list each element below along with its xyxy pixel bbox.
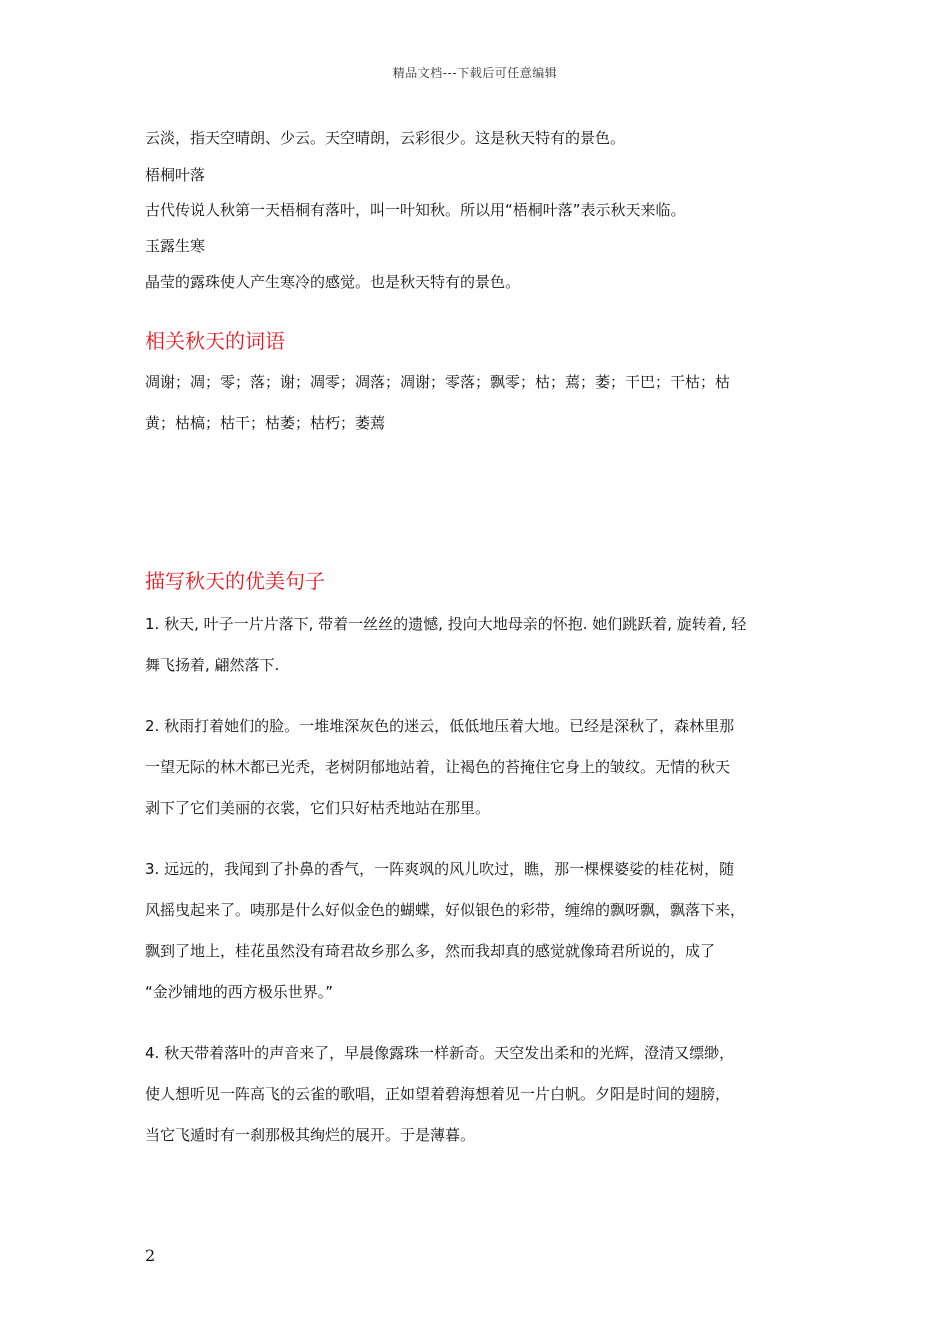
sentence-line: 风摇曳起来了。咦那是什么好似金色的蝴蝶，好似银色的彩带，缠绵的飘呀飘，飘落下来，	[145, 901, 746, 919]
word-list-line: 黄；枯槁；枯干；枯萎；枯朽；萎蔫	[145, 414, 386, 432]
sentence-line: 3. 远远的，我闻到了扑鼻的香气，一阵爽飒的风儿吹过，瞧，那一棵棵婆娑的桂花树，随	[145, 860, 735, 878]
page-number: 2	[145, 1246, 156, 1265]
paragraph-line: 云淡，指天空晴朗、少云。天空晴朗，云彩很少。这是秋天特有的景色。	[145, 129, 626, 147]
term-heading: 梧桐叶落	[145, 166, 206, 184]
sentence-line: 2. 秋雨打着她们的脸。一堆堆深灰色的迷云，低低地压着大地。已经是深秋了，森林里那	[145, 717, 735, 735]
paragraph-line: 晶莹的露珠使人产生寒冷的感觉。也是秋天特有的景色。	[145, 273, 521, 291]
sentence-line: 4. 秋天带着落叶的声音来了，早晨像露珠一样新奇。天空发出柔和的光辉，澄清又缥缈，	[145, 1044, 735, 1062]
sentence-line: 一望无际的林木都已光秃，老树阴郁地站着，让褐色的苔掩住它身上的皱纹。无情的秋天	[145, 758, 731, 776]
sentence-line: 当它飞遁时有一刹那极其绚烂的展开。于是薄暮。	[145, 1126, 476, 1144]
sentence-line: 飘到了地上，桂花虽然没有琦君故乡那么多，然而我却真的感觉就像琦君所说的，成了	[145, 942, 716, 960]
section-heading-sentences: 描写秋天的优美句子	[145, 569, 325, 593]
paragraph-line: 古代传说人秋第一天梧桐有落叶，叫一叶知秋。所以用“梧桐叶落”表示秋天来临。	[145, 201, 686, 219]
sentence-line: 使人想听见一阵高飞的云雀的歌唱，正如望着碧海想着见一片白帆。夕阳是时间的翅膀，	[145, 1085, 731, 1103]
sentence-line: 舞飞扬着, 翩然落下.	[145, 656, 280, 674]
word-list-line: 凋谢；凋；零；落；谢；凋零；凋落；凋谢；零落；飘零；枯；蔫；萎；干巴；干枯；枯	[145, 373, 731, 391]
sentence-line: 剥下了它们美丽的衣裳，它们只好枯秃地站在那里。	[145, 799, 491, 817]
sentence-line: “金沙铺地的西方极乐世界。”	[145, 983, 334, 1001]
page-header: 精品文档---下载后可任意编辑	[392, 66, 558, 80]
term-heading: 玉露生寒	[145, 237, 206, 255]
section-heading-words: 相关秋天的词语	[145, 329, 285, 353]
sentence-line: 1. 秋天, 叶子一片片落下, 带着一丝丝的遗憾, 投向大地母亲的怀抱. 她们跳跃着, 旋转着, 轻	[145, 615, 747, 633]
